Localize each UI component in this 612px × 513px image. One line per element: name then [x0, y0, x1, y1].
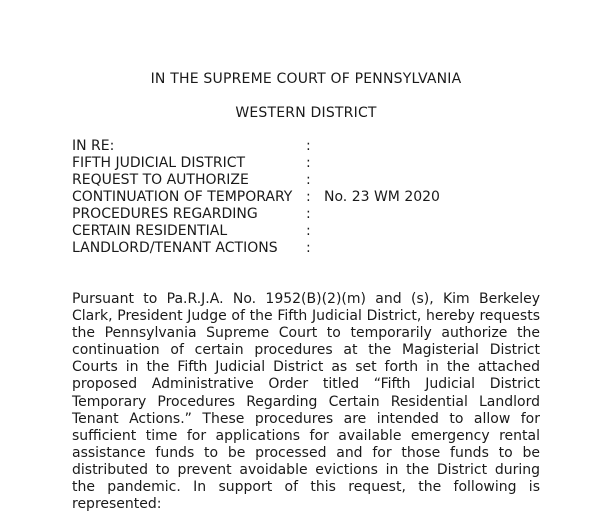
- caption-row: [72, 240, 552, 257]
- court-title: IN THE SUPREME COURT OF PENNSYLVANIA: [150, 71, 462, 87]
- body-paragraph: Pursuant to Pa.R.J.A. No. 1952(B)(2)(m) and (s), Kim Berkeley Clark, President Judge of the Fifth Judicial District, hereby requests the Pennsylvania Supreme Court to temporarily authorize the continuation of certain procedures at the Magisterial District Courts in the Fifth Judicial District as set forth in the attached proposed Administrative Order titled “Fifth Judicial District Temporary Procedures Regarding Certain Residential Landlord Tenant Actions.” These procedures are intended to allow for sufficient time for applications for available emergency rental assistance funds to be processed and for those funds to be distributed to prevent avoidable evictions in the District during the pandemic. In support of this request, the following is represented:: [72, 291, 540, 513]
- caption-left-text: CERTAIN RESIDENTIAL: [72, 223, 228, 239]
- case-number: No. 23 WM 2020: [324, 189, 440, 205]
- caption-colon: :: [306, 172, 311, 188]
- caption-left-text: REQUEST TO AUTHORIZE: [72, 172, 249, 188]
- caption-colon: :: [306, 240, 311, 256]
- caption-row: [72, 155, 552, 172]
- caption-row: [72, 138, 552, 155]
- case-caption: [72, 138, 552, 257]
- caption-colon: :: [306, 189, 311, 205]
- caption-left-text: CONTINUATION OF TEMPORARY: [72, 189, 293, 205]
- caption-left-text: IN RE:: [72, 138, 115, 154]
- caption-row: [72, 206, 552, 223]
- caption-colon: :: [306, 206, 311, 222]
- caption-colon: :: [306, 223, 311, 239]
- caption-colon: :: [306, 155, 311, 171]
- court-district: WESTERN DISTRICT: [235, 105, 377, 121]
- caption-row: [72, 172, 552, 189]
- caption-colon: :: [306, 138, 311, 154]
- caption-row: [72, 223, 552, 240]
- caption-left-text: FIFTH JUDICIAL DISTRICT: [72, 155, 246, 171]
- caption-left-text: LANDLORD/TENANT ACTIONS: [72, 240, 278, 256]
- caption-left-text: PROCEDURES REGARDING: [72, 206, 258, 222]
- caption-row: [72, 189, 552, 206]
